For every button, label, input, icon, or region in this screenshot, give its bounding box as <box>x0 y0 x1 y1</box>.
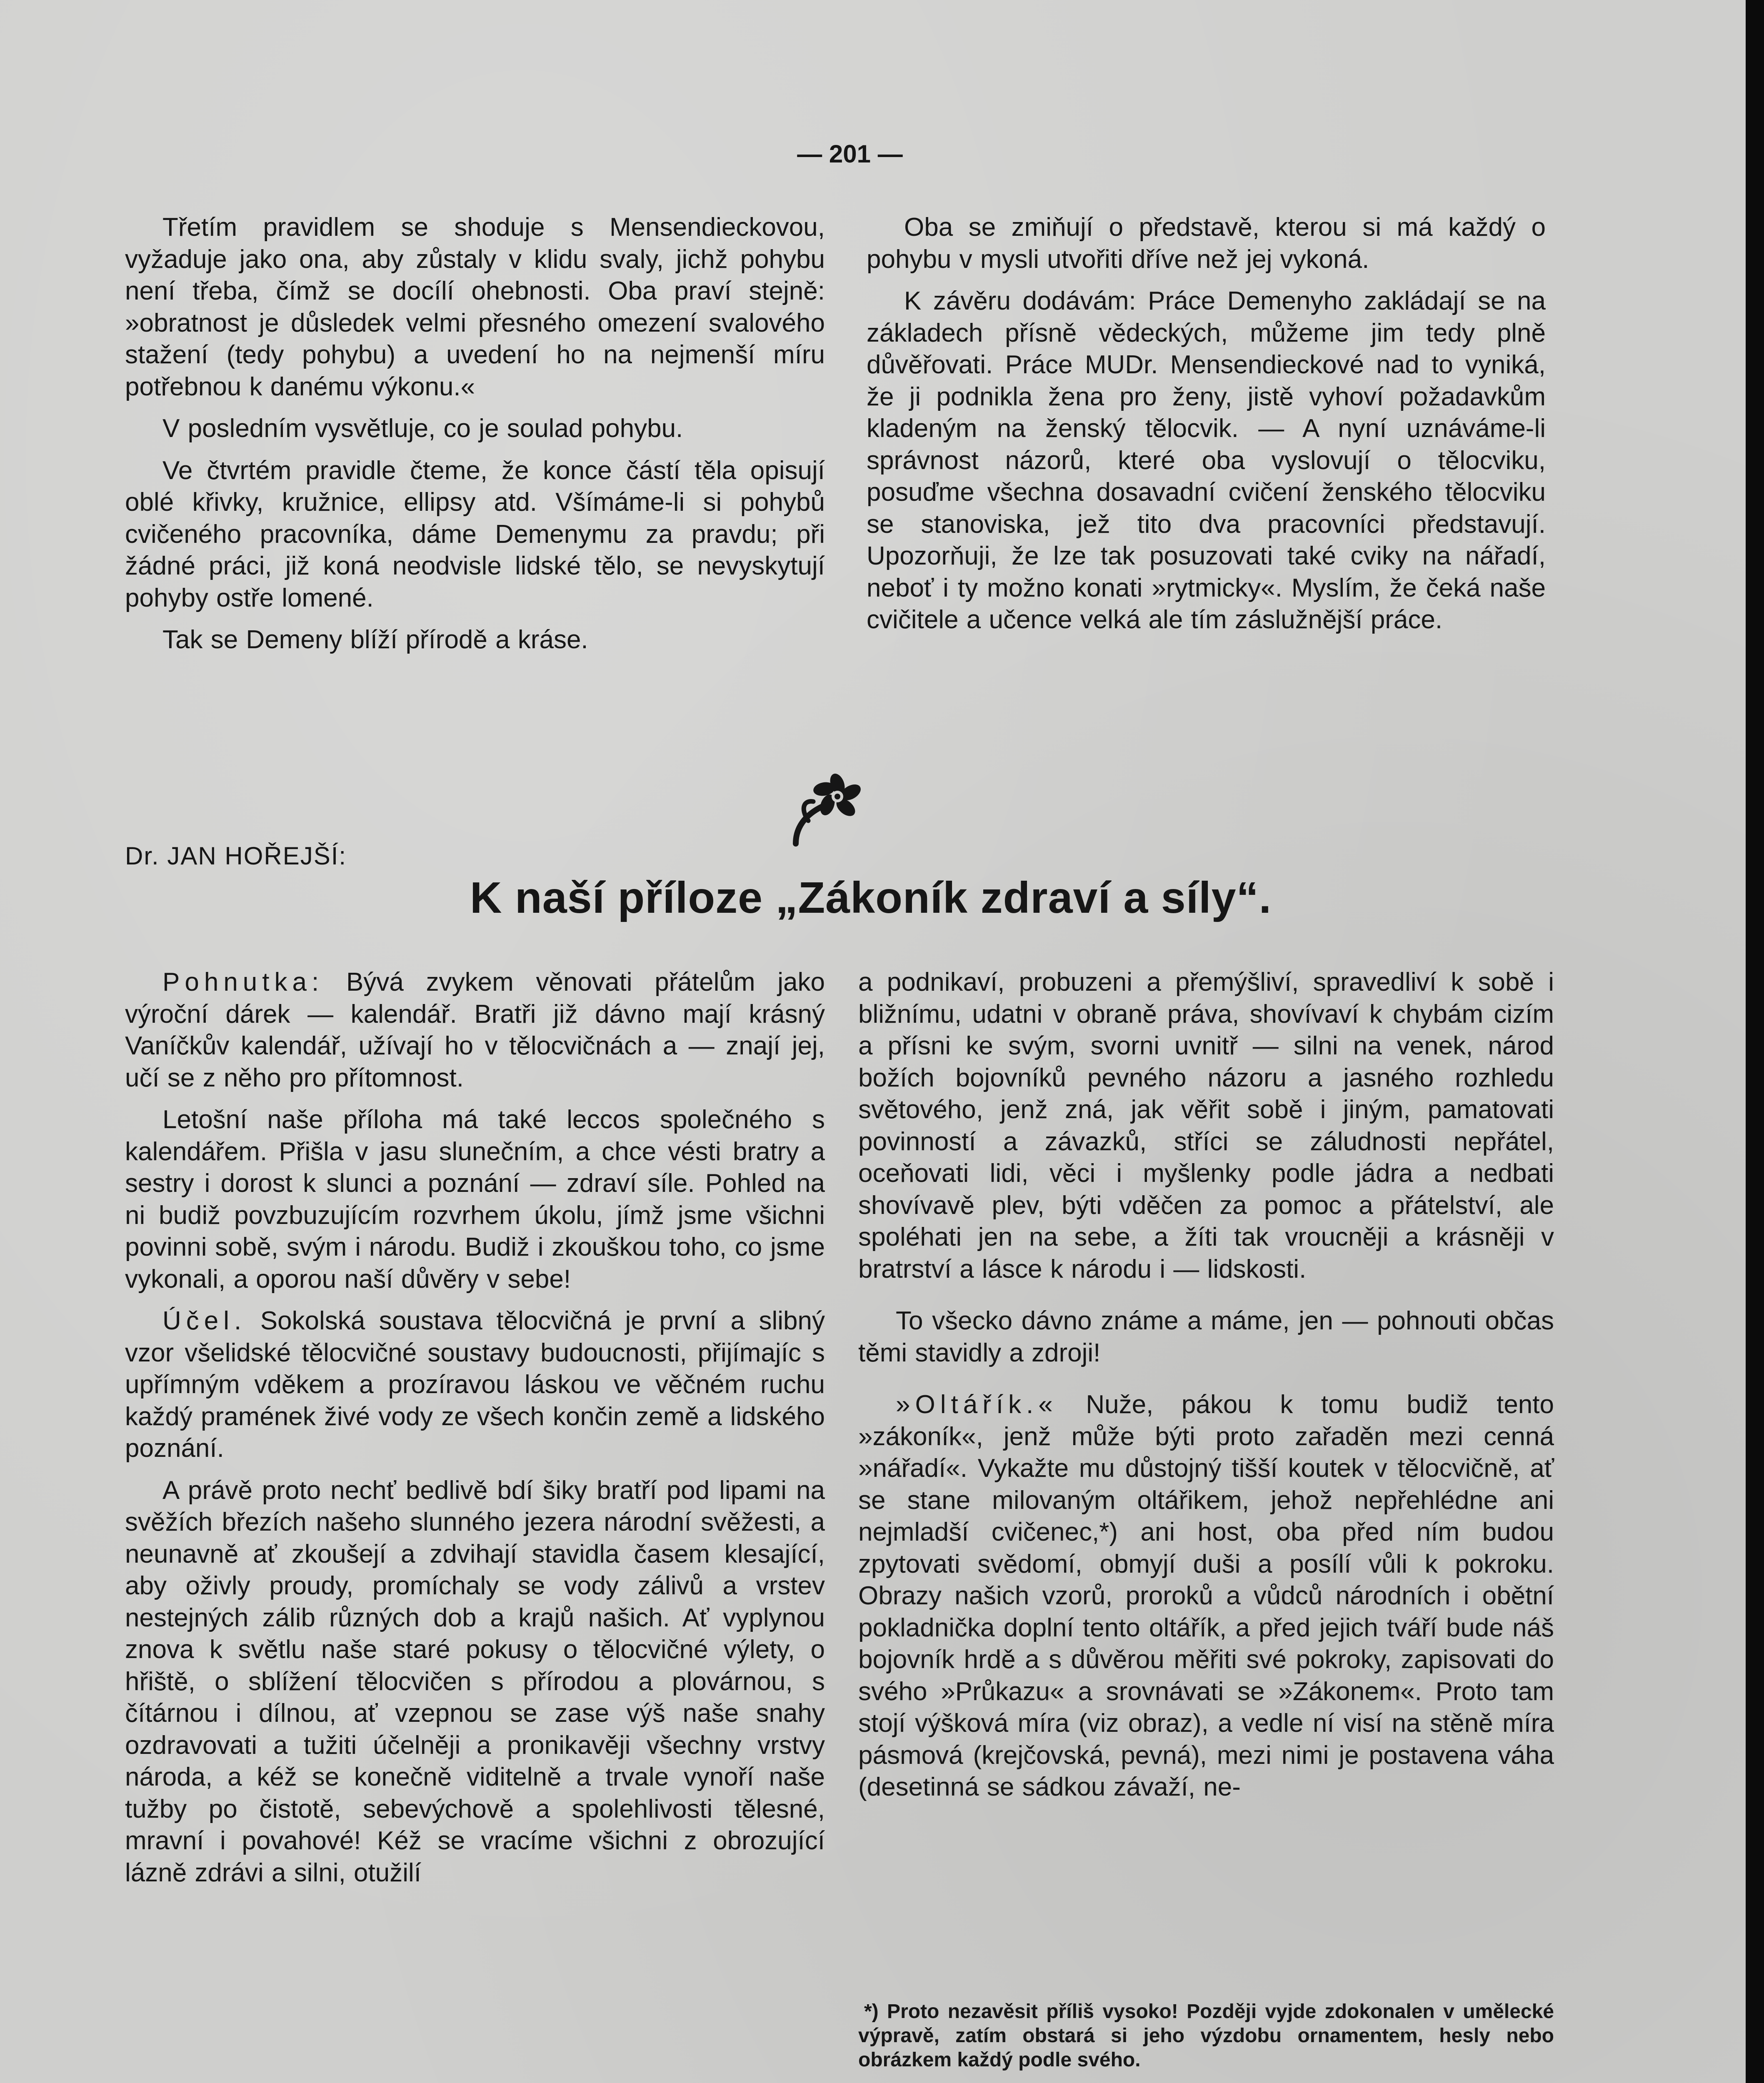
paragraph <box>125 1305 825 1465</box>
paragraph-label: Účel. <box>162 1306 247 1335</box>
page-number: — 201 — <box>797 140 903 168</box>
paragraph: Letošní naše příloha má také leccos společného s kalendářem. Přišla v jasu slunečním, a chce vésti bratry a sestry i dorost k slunci a poznání — zdraví síle. Pohled na ni budiž povzbuzujícím rozvrhem úkolu, jímž jsme všichni povinni sobě, svým i národu. Budiž i zkouškou toho, co jsme vykonali, a oporou naší důvěry v sebe! <box>125 1105 825 1294</box>
footnote <box>858 2000 1554 2072</box>
paragraph-text: Bývá zvykem věnovati přátelům jako výroční dárek — kalendář. Bratři již dávno mají krásný Vaníčkův kalendář, užívají ho v tělocvičnách a — znají jej, učí se z něho pro přítomnost. <box>125 968 825 1092</box>
paragraph-text: Nuže, pákou k tomu budiž tento »zákoník«, jenž může býti proto zařaděn mezi cenná »nářadí«. Vykažte mu důstojný tišší koutek v tělocvičně, ať se stane milovaným oltářikem, jehož nepřehlédne ani nejmladší cvičenec,*) ani host, oba před ním budou zpytovati svědomí, obmyjí duši a posílí vůli k pokroku. Obrazy našich vzorů, proroků a vůdců národních i obětní pokladnička doplní tento oltářík, a před jejich tváří bude náš bojovník hrdě a s důvěrou měřiti své pokroky, zapisovati do svého »Průkazu« a srovnávati se »Zákonem«. Proto tam stojí výšková míra (viz obraz), a vedle ní visí na stěně míra pásmová (krejčovská, pevná), mezi nimi je postavena váha (desetinná se sádkou závaží, ne- <box>858 1390 1554 1801</box>
article-right-column <box>858 967 1554 1813</box>
paragraph: A právě proto nechť bedlivě bdí šiky bratří pod lipami na svěžích březích našeho slunného jezera národní svěžesti, a neunavně ať zkoušejí a zdvihají stavidla časem klesající, aby oživly proudy, promíchaly se vody zálivů a vrstev nestejných zálib různých dob a krajů našich. Ať vyplynou znova k světlu naše staré pokusy o tělocvičné výlety, o hřiště, o sblížení tělocvičen s přírodou a plovárnou, s čítárnou i dílnou, ať vzepnou se zase výš naše snahy ozdravovati a tužiti účelněji a pronikavěji všechny vrstvy národa, a kéž se konečně viditelně a trvale vynoří naše tužby po čistotě, sebevýchově a spolehlivosti tělesné, mravní i povahové! Kéž se vracíme všichni z obrozující lázně zdrávi a silni, otužilí <box>125 1476 825 1887</box>
paragraph: K závěru dodávám: Práce Demenyho zakládají se na základech přísně vědeckých, můžeme jim tedy plně důvěřovati. Práce MUDr. Mensendieckové nad to vyniká, že ji podnikla žena pro ženy, jistě vyhoví požadavkům kladeným na ženský tělocvik. — A nyní uznáváme-li správnost názorů, které oba vyslovují o tělocviku, posuďme všechna dosavadní cvičení ženského tělocviku se stanoviska, jež tito dva pracovníci představují. Upozorňuji, že lze tak posuzovati také cviky na nářadí, neboť i ty možno konati »rytmicky«. Myslím, že čeká naše cvičitele a učence velká ale tím záslužnější práce. <box>867 287 1546 634</box>
footnote-text: *) Proto nezavěsit příliš vysoko! Později vyjde zdokonalen v umělecké výpravě, zatím obstará si jeho výzdobu ornamentem, hesly nebo obrázkem každý podle svého. <box>858 2001 1554 2071</box>
paragraph <box>858 1389 1554 1803</box>
left-column-continuation <box>125 212 825 666</box>
author-name: Dr. JAN HOŘEJŠÍ: <box>125 842 347 870</box>
article-left-column <box>125 967 825 1899</box>
paragraph-label: »Oltářík.« <box>896 1390 1058 1419</box>
article-title: K naší příloze „Zákoník zdraví a síly“. <box>470 873 1272 922</box>
paragraph: Oba se zmiňují o představě, kterou si má každý o pohybu v mysli utvořiti dříve než jej vykoná. <box>867 213 1546 274</box>
paragraph: Tak se Demeny blíží přírodě a kráse. <box>162 625 588 654</box>
paragraph <box>125 967 825 1094</box>
right-column-continuation <box>867 212 1546 646</box>
paragraph-label: Pohnutka: <box>162 968 324 997</box>
paragraph: a podnikaví, probuzeni a přemýšliví, spravedliví k sobě i bližnímu, udatni v obraně práva, shovívaví k chybám cizím a přísni ke svým, svorni uvnitř — silni na venek, národ božích bojovníků pevného názoru a jasného rozhledu světového, jenž zná, jak věřit sobě i jiným, pamatovati povinností a závazků, stříci se záludnosti nepřátel, oceňovati lidi, věci i myšlenky podle jádra a nedbati shovívavě plev, býti vděčen za pomoc a přátelství, ale spoléhati jen na sebe, a žíti tak vroucněji a krásněji v bratrství a lásce k národu i — lidskosti. <box>858 968 1554 1284</box>
paragraph: Ve čtvrtém pravidle čteme, že konce částí těla opisují oblé křivky, kružnice, ellipsy atd. Všímáme-li si pohybů cvičeného pracovníka, dáme Demenymu za pravdu; při žádné práci, již koná neodvisle lidské tělo, se nevyskytují pohyby ostře lomené. <box>125 456 825 612</box>
paragraph: Třetím pravidlem se shoduje s Mensendieckovou, vyžaduje jako ona, aby zůstaly v klidu svaly, jichž pohybu není třeba, čímž se docílí ohebnosti. Oba praví stejně: »obratnost je důsledek velmi přesného omezení svalového stažení (tedy pohybu) a uvedení ho na nejmenší míru potřebnou k danému výkonu.« <box>125 213 825 401</box>
paragraph: V posledním vysvětluje, co je soulad pohybu. <box>162 414 683 443</box>
paragraph-text: Sokolská soustava tělocvičná je první a slibný vzor všelidské tělocvičné soustavy budoucnosti, přijímajíc s upřímným vděkem a prozíravou láskou ve věčném ruchu každý pramének živé vody ze všech končin země a lidského poznání. <box>125 1306 825 1463</box>
floral-ornament-icon <box>779 758 871 850</box>
paragraph: To všecko dávno známe a máme, jen — pohnouti občas těmi stavidly a zdroji! <box>858 1306 1554 1367</box>
